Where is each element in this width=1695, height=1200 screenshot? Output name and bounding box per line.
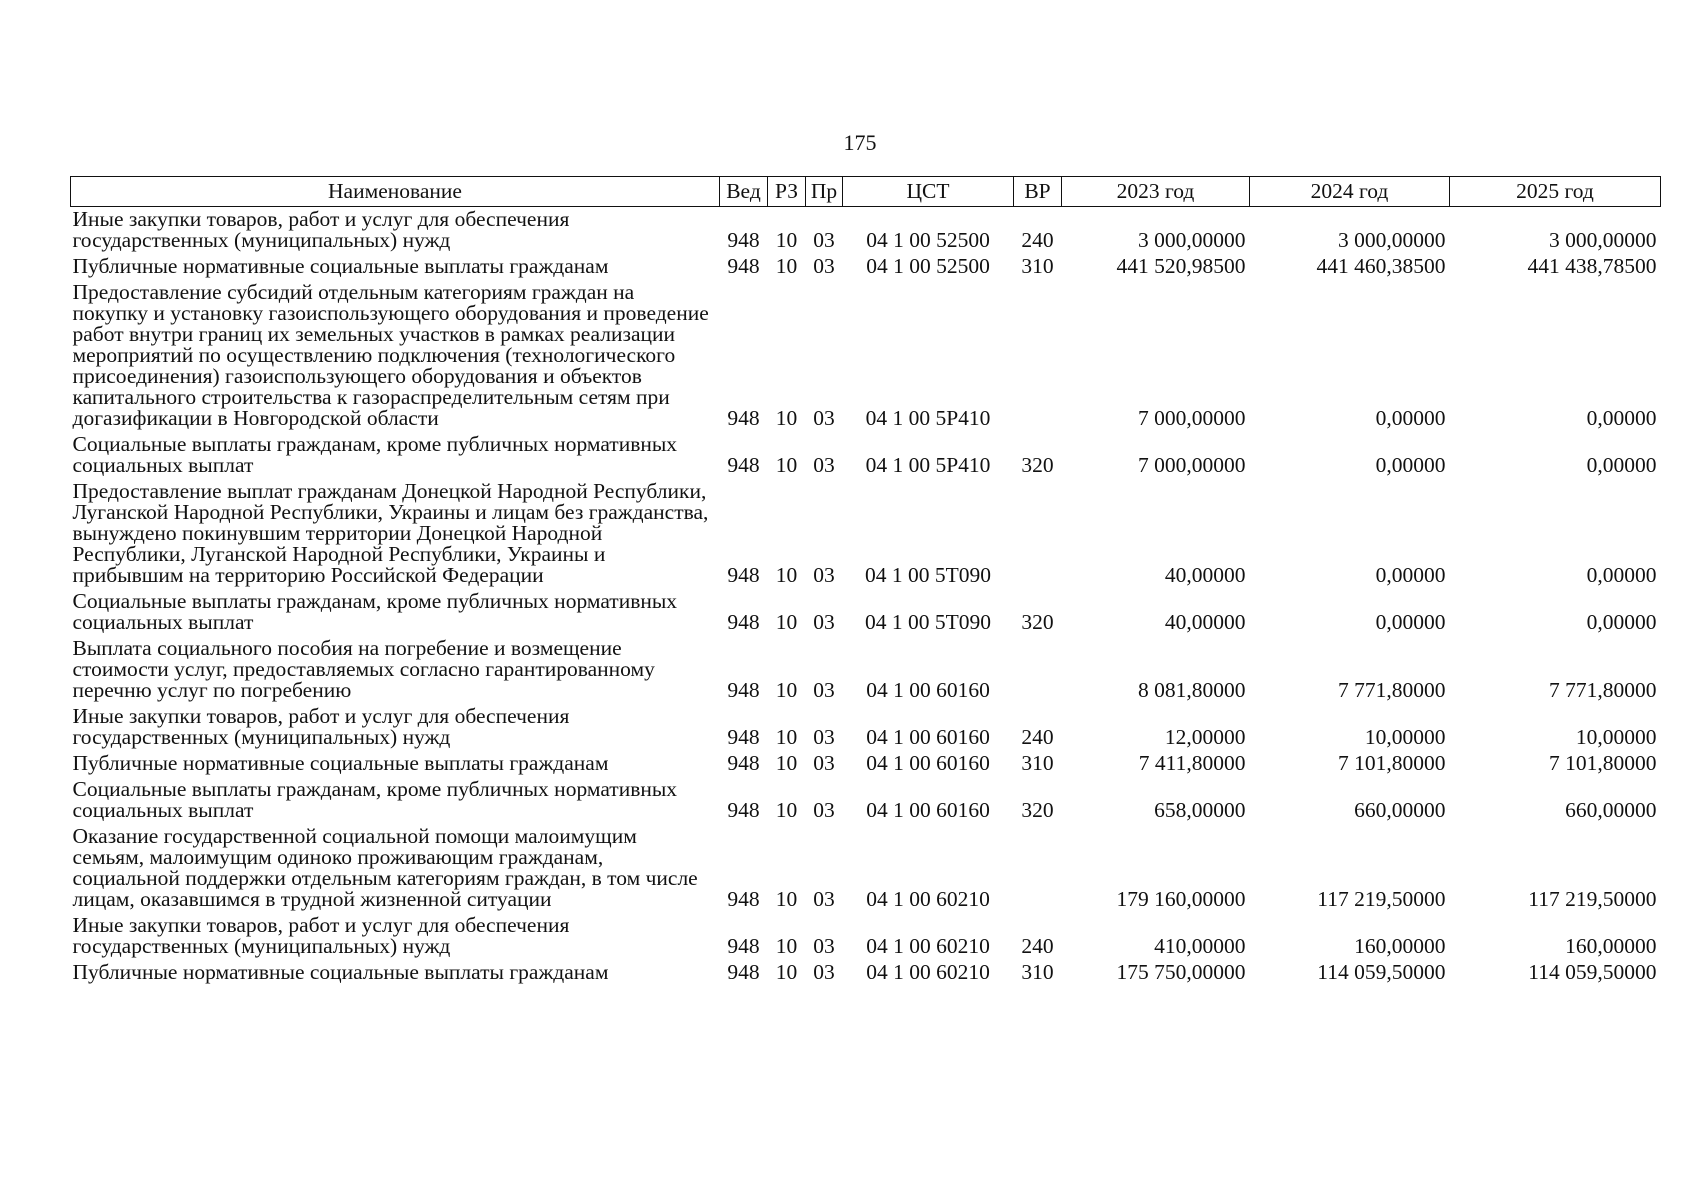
header-2024: 2024 год (1250, 177, 1450, 207)
table-row (71, 960, 1661, 986)
row-rz: 10 (775, 610, 798, 634)
row-2024: 117 219,50000 (1317, 887, 1446, 911)
row-ved: 948 (727, 960, 760, 984)
row-rz: 10 (775, 563, 798, 587)
row-cst: 04 1 00 60160 (866, 751, 990, 775)
row-2025: 7 101,80000 (1549, 751, 1657, 775)
row-rz: 10 (775, 887, 798, 911)
row-ved: 948 (727, 934, 760, 958)
row-pr: 03 (813, 228, 835, 252)
table-row (71, 636, 1661, 704)
row-pr: 03 (813, 960, 835, 984)
row-2025: 441 438,78500 (1527, 254, 1657, 278)
row-rz: 10 (775, 798, 798, 822)
row-cst: 04 1 00 5Т090 (864, 563, 991, 587)
header-pr: Пр (806, 177, 843, 207)
row-name: Иные закупки товаров, работ и услуг для обеспечения государственных (муниципальных) нужд (72, 913, 570, 958)
row-pr: 03 (813, 751, 835, 775)
row-pr: 03 (813, 678, 835, 702)
row-cst: 04 1 00 60160 (866, 725, 990, 749)
row-2024: 114 059,50000 (1317, 960, 1446, 984)
row-2023: 8 081,80000 (1138, 678, 1246, 702)
row-2023: 410,00000 (1154, 934, 1246, 958)
header-ved: Вед (720, 177, 768, 207)
row-ved: 948 (727, 678, 760, 702)
row-rz: 10 (775, 228, 798, 252)
table-row (71, 589, 1661, 636)
table-row (71, 751, 1661, 777)
table-row (71, 913, 1661, 960)
row-cst: 04 1 00 60210 (866, 887, 990, 911)
row-rz: 10 (775, 934, 798, 958)
row-2023: 179 160,00000 (1116, 887, 1246, 911)
row-name: Выплата социального пособия на погребение и возмещение стоимости услуг, предоставляемых согласно гарантированному перечню услуг по погребению (72, 636, 655, 702)
row-2025: 0,00000 (1586, 406, 1657, 430)
row-2024: 3 000,00000 (1338, 228, 1446, 252)
row-cst: 04 1 00 60210 (866, 960, 990, 984)
row-2024: 660,00000 (1354, 798, 1446, 822)
row-ved: 948 (727, 887, 760, 911)
row-2024: 0,00000 (1375, 406, 1446, 430)
row-name: Предоставление субсидий отдельным категориям граждан на покупку и установку газоиспользующего оборудования и проведение работ внутри границ их земельных участков в рамках реализации мероприятий по осуществлению подключения (технологического присоединения) газоиспользующего оборудования и объектов капитального строительства к газораспределительным сетям при догазификации в Новгородской области (72, 280, 709, 430)
row-rz: 10 (775, 751, 798, 775)
row-2025: 0,00000 (1586, 610, 1657, 634)
page-number: 175 (843, 130, 877, 155)
row-vr (1014, 824, 1062, 913)
row-2025: 114 059,50000 (1528, 960, 1657, 984)
row-cst: 04 1 00 52500 (866, 228, 990, 252)
row-2024: 7 101,80000 (1338, 751, 1446, 775)
row-2025: 117 219,50000 (1528, 887, 1657, 911)
row-2023: 40,00000 (1164, 610, 1246, 634)
row-name: Социальные выплаты гражданам, кроме публичных нормативных социальных выплат (72, 777, 678, 822)
row-2024: 160,00000 (1354, 934, 1446, 958)
row-rz: 10 (775, 678, 798, 702)
row-2025: 7 771,80000 (1549, 678, 1657, 702)
row-2023: 658,00000 (1154, 798, 1246, 822)
table-row (71, 479, 1661, 589)
row-cst: 04 1 00 60210 (866, 934, 990, 958)
row-cst: 04 1 00 5Р410 (865, 406, 991, 430)
table-row (71, 207, 1661, 255)
row-pr: 03 (813, 406, 835, 430)
row-vr: 320 (1021, 453, 1054, 477)
row-2023: 3 000,00000 (1138, 228, 1246, 252)
row-pr: 03 (813, 887, 835, 911)
row-2025: 10,00000 (1575, 725, 1657, 749)
table-row (71, 777, 1661, 824)
row-rz: 10 (775, 960, 798, 984)
row-ved: 948 (727, 254, 760, 278)
budget-table (70, 176, 1661, 986)
row-name: Иные закупки товаров, работ и услуг для обеспечения государственных (муниципальных) нужд (72, 704, 570, 749)
row-name: Иные закупки товаров, работ и услуг для обеспечения государственных (муниципальных) нужд (72, 207, 570, 252)
row-name: Публичные нормативные социальные выплаты гражданам (72, 254, 609, 278)
row-2025: 660,00000 (1565, 798, 1657, 822)
row-2023: 441 520,98500 (1116, 254, 1246, 278)
row-rz: 10 (775, 406, 798, 430)
header-rz: РЗ (768, 177, 806, 207)
row-ved: 948 (727, 751, 760, 775)
row-pr: 03 (813, 725, 835, 749)
row-2025: 0,00000 (1586, 453, 1657, 477)
row-ved: 948 (727, 228, 760, 252)
row-vr: 320 (1021, 798, 1054, 822)
row-pr: 03 (813, 254, 835, 278)
table-row (71, 254, 1661, 280)
table-row (71, 432, 1661, 479)
table-header-row (71, 177, 1661, 207)
row-ved: 948 (727, 798, 760, 822)
row-2025: 3 000,00000 (1549, 228, 1657, 252)
row-vr: 310 (1021, 254, 1054, 278)
row-vr: 310 (1021, 751, 1054, 775)
header-name: Наименование (71, 177, 720, 207)
row-vr: 310 (1021, 960, 1054, 984)
row-2024: 7 771,80000 (1338, 678, 1446, 702)
row-2024: 0,00000 (1375, 563, 1446, 587)
row-2024: 0,00000 (1375, 610, 1446, 634)
row-pr: 03 (813, 610, 835, 634)
table-row (71, 824, 1661, 913)
row-name: Социальные выплаты гражданам, кроме публичных нормативных социальных выплат (72, 589, 678, 634)
row-name: Оказание государственной социальной помощи малоимущим семьям, малоимущим одиноко проживающим гражданам, социальной поддержки отдельным категориям граждан, в том числе лицам, оказавшимся в трудной жизненной ситуации (72, 824, 698, 911)
row-vr (1014, 479, 1062, 589)
row-ved: 948 (727, 406, 760, 430)
row-2023: 7 000,00000 (1138, 453, 1246, 477)
table-row (71, 280, 1661, 432)
row-ved: 948 (727, 453, 760, 477)
row-2024: 441 460,38500 (1316, 254, 1446, 278)
table-row (71, 704, 1661, 751)
row-vr: 240 (1021, 228, 1054, 252)
row-vr: 240 (1021, 934, 1054, 958)
header-vr: ВР (1014, 177, 1062, 207)
row-pr: 03 (813, 934, 835, 958)
row-pr: 03 (813, 798, 835, 822)
row-2025: 160,00000 (1565, 934, 1657, 958)
row-cst: 04 1 00 60160 (866, 798, 990, 822)
row-name: Публичные нормативные социальные выплаты гражданам (72, 960, 609, 984)
row-vr: 320 (1021, 610, 1054, 634)
row-cst: 04 1 00 60160 (866, 678, 990, 702)
row-2025: 0,00000 (1586, 563, 1657, 587)
row-2023: 175 750,00000 (1116, 960, 1246, 984)
row-vr (1014, 636, 1062, 704)
row-2023: 7 000,00000 (1138, 406, 1246, 430)
row-ved: 948 (727, 725, 760, 749)
row-2024: 0,00000 (1375, 453, 1446, 477)
row-2023: 7 411,80000 (1138, 751, 1246, 775)
row-rz: 10 (775, 453, 798, 477)
row-pr: 03 (813, 563, 835, 587)
row-ved: 948 (727, 610, 760, 634)
header-2025: 2025 год (1450, 177, 1661, 207)
row-name: Социальные выплаты гражданам, кроме публичных нормативных социальных выплат (72, 432, 678, 477)
row-name: Предоставление выплат гражданам Донецкой Народной Республики, Луганской Народной Республики, Украины и лицам без гражданства, вынуждено покинувшим территории Донецкой Народной Республики, Луганской Народной Республики, Украины и прибывшим на территорию Российской Федерации (72, 479, 709, 587)
header-cst: ЦСТ (843, 177, 1014, 207)
row-pr: 03 (813, 453, 835, 477)
row-2023: 12,00000 (1164, 725, 1246, 749)
row-vr (1014, 280, 1062, 432)
row-2024: 10,00000 (1364, 725, 1446, 749)
row-vr: 240 (1021, 725, 1054, 749)
row-cst: 04 1 00 5Р410 (865, 453, 991, 477)
header-2023: 2023 год (1062, 177, 1250, 207)
row-cst: 04 1 00 52500 (866, 254, 990, 278)
row-name: Публичные нормативные социальные выплаты гражданам (72, 751, 609, 775)
row-2023: 40,00000 (1164, 563, 1246, 587)
row-rz: 10 (775, 254, 798, 278)
row-rz: 10 (775, 725, 798, 749)
row-cst: 04 1 00 5Т090 (864, 610, 991, 634)
row-ved: 948 (727, 563, 760, 587)
